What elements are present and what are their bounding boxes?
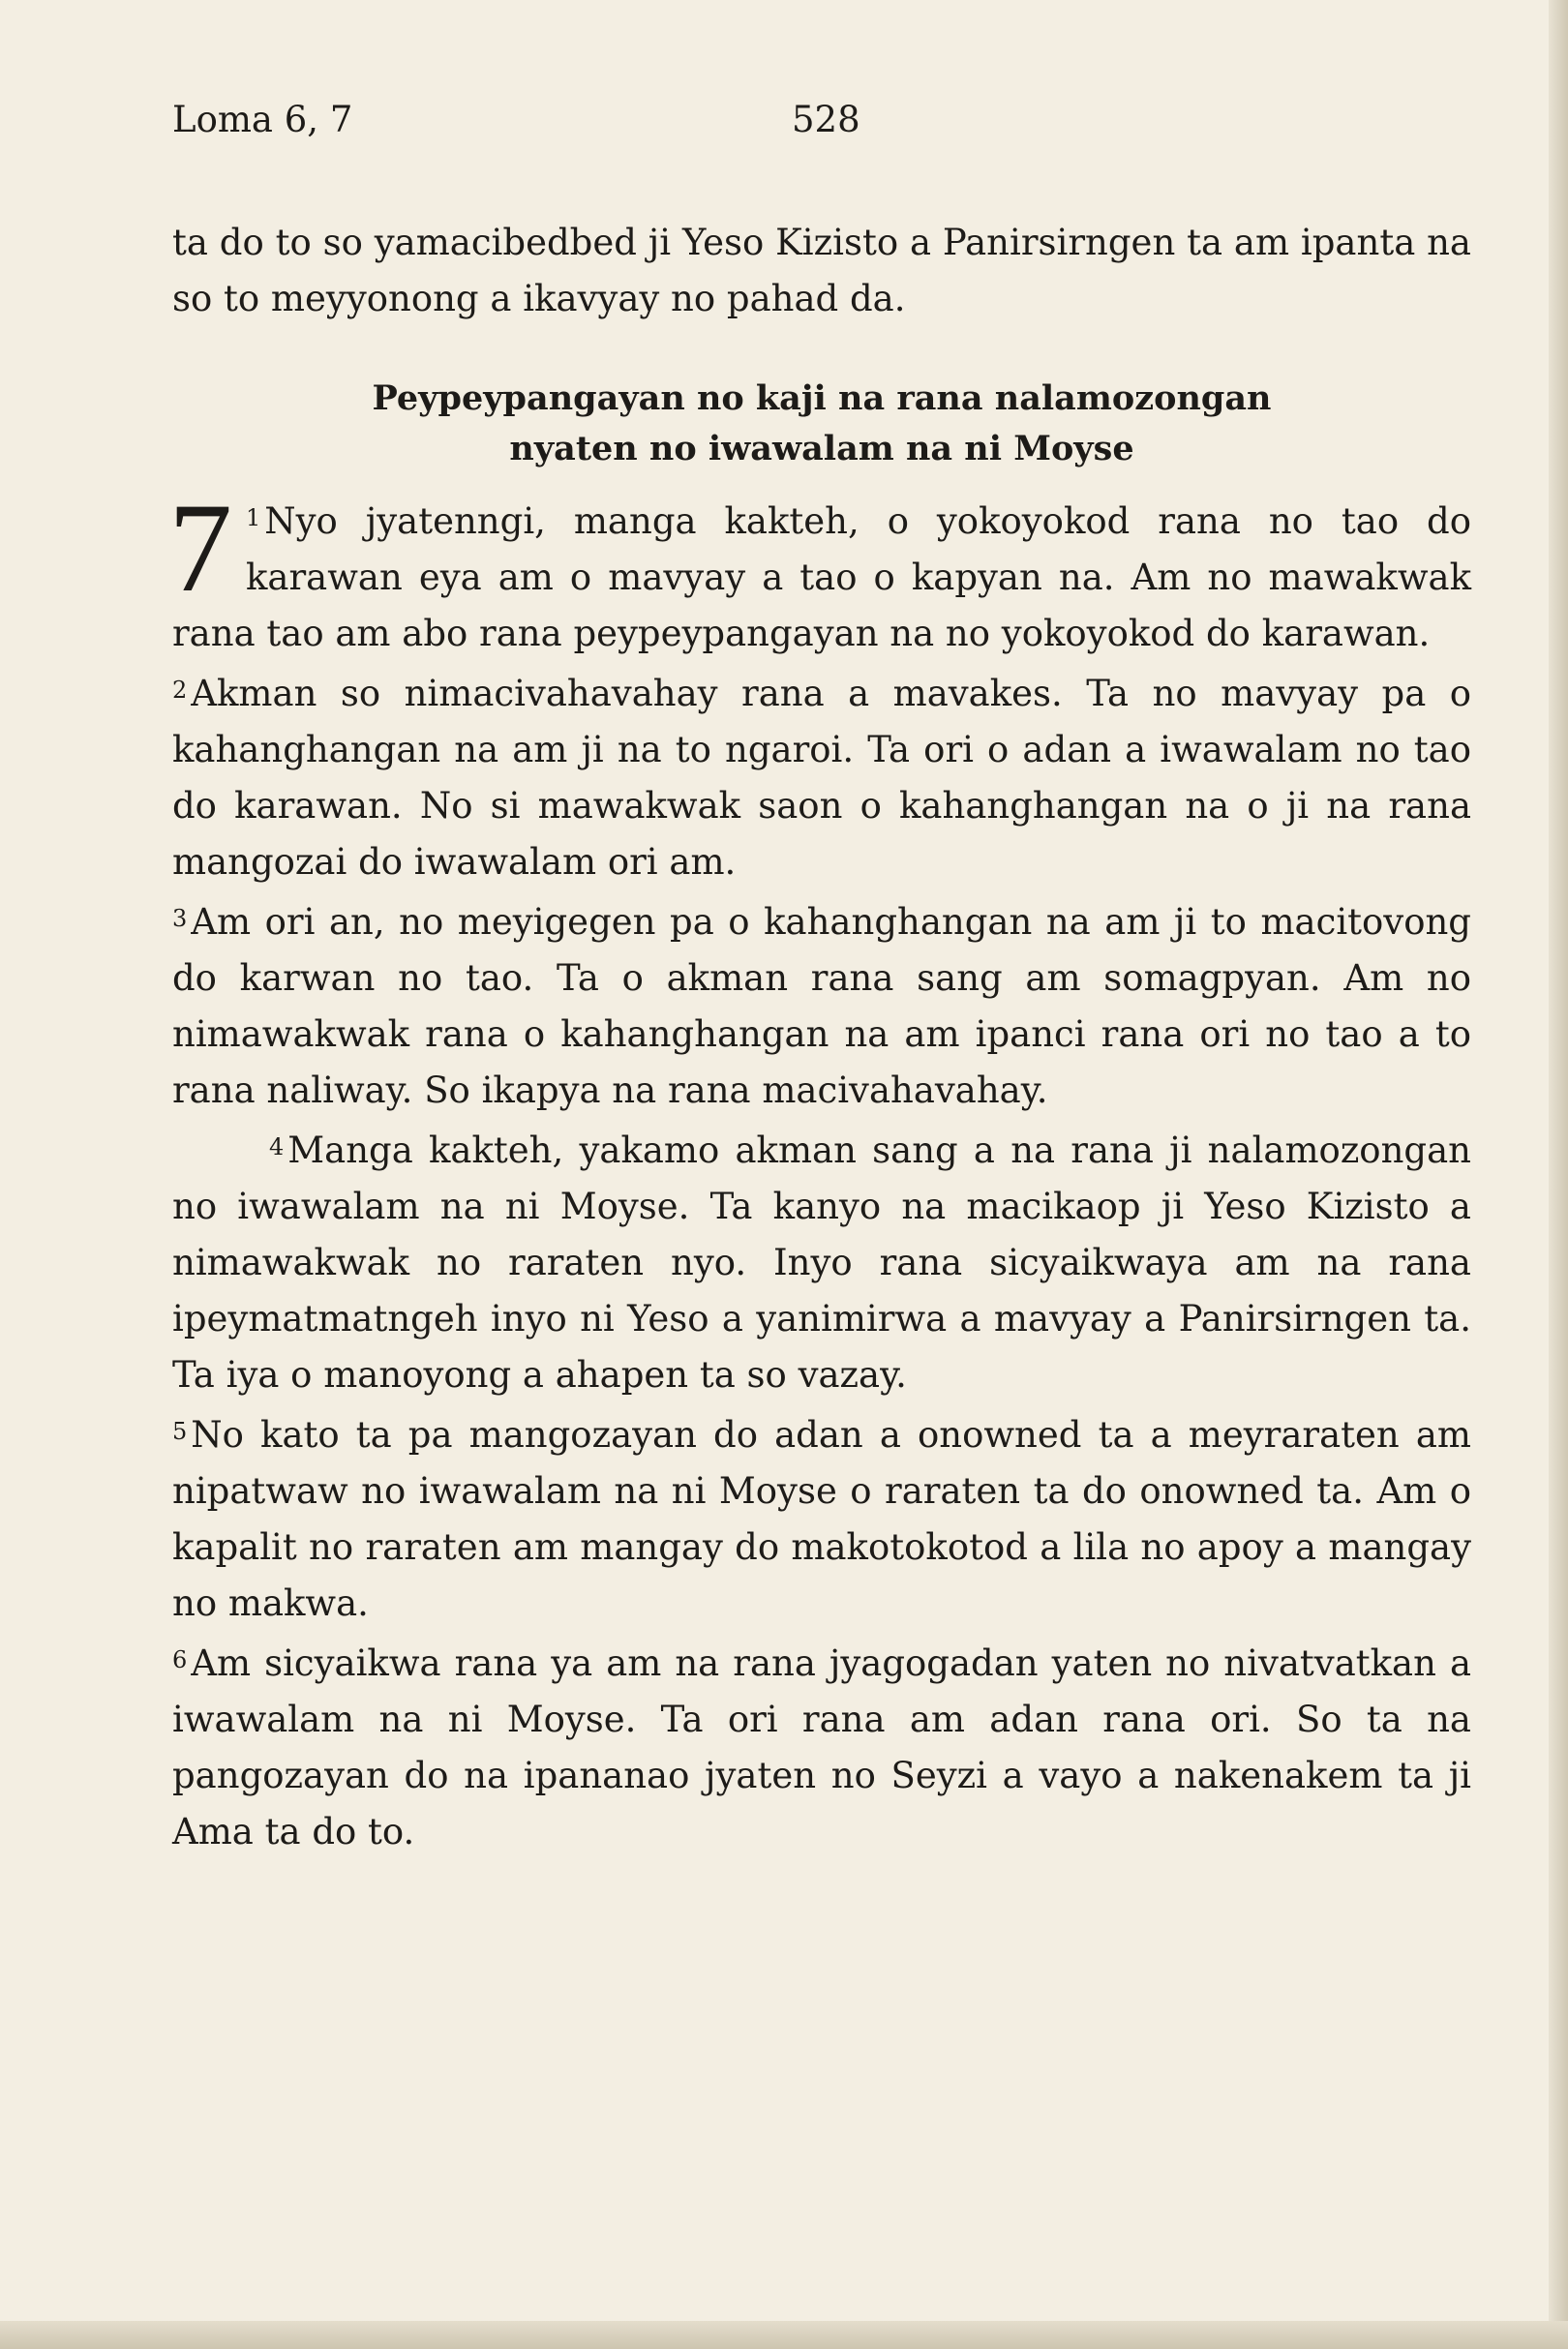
chapter-7 — [168, 476, 1471, 662]
section-heading — [172, 374, 1471, 474]
verse-number: 2 — [172, 677, 188, 704]
verse-3 — [172, 890, 1471, 1119]
verse-number: 4 — [269, 1133, 285, 1160]
section-heading-line-1: Peypeypangayan no kaji na rana nalamozongan — [372, 378, 1272, 418]
verse-number: 1 — [246, 504, 261, 531]
page-number: 528 — [792, 99, 860, 140]
continuation-paragraph: ta do to so yamacibedbed ji Yeso Kizisto a Panirsirngen ta am ipanta na so to meyyonong a ikavyay no pahad da. — [172, 222, 1471, 319]
running-head — [172, 99, 1471, 147]
verse-text: Nyo jyatenngi, manga kakteh, o yokoyokod rana no tao do karawan eya am o mavyay a tao o kapyan na. Am no mawakwak rana tao am abo rana peypeypangayan na no yokoyokod do karawan. — [172, 500, 1471, 654]
verse-text: Am ori an, no meyigegen pa o kahanghangan na am ji to macitovong do karwan no tao. Ta o akman rana sang am somagpyan. Am no nimawakwak rana o kahanghangan na am ipanci rana ori no tao a to rana naliway. So ikapya na rana macivahavahay. — [172, 901, 1471, 1111]
verse-text: Akman so nimacivahavahay rana a mavakes. Ta no mavyay pa o kahanghangan na am ji na to ngaroi. Ta ori o adan a iwawalam no tao do karawan. No si mawakwak saon o kahanghangan na o ji na rana mangozai do iwawalam ori am. — [172, 673, 1471, 883]
section-heading-line-2: nyaten no iwawalam na ni Moyse — [509, 429, 1134, 468]
verse-6 — [172, 1632, 1471, 1860]
verse-text: Manga kakteh, yakamo akman sang a na rana ji nalamozongan no iwawalam na ni Moyse. Ta kanyo na macikaop ji Yeso Kizisto a nimawakwak no raraten nyo. Inyo rana sicyaikwaya am na rana ipeymatmatngeh inyo ni Yeso a yanimirwa a mavyay a Panirsirngen ta. Ta iya o manoyong a ahapen ta so vazay. — [172, 1129, 1471, 1396]
verse-number: 6 — [172, 1646, 188, 1673]
page-binding-edge — [1549, 0, 1568, 2349]
verse-4 — [172, 1119, 1471, 1403]
page-bottom-edge — [0, 2321, 1568, 2349]
verse-1 — [172, 490, 1471, 662]
running-head-reference: Loma 6, 7 — [172, 99, 353, 140]
verse-2 — [172, 662, 1471, 890]
chapter-number: 7 — [168, 476, 232, 618]
body-text — [168, 215, 1471, 1860]
verse-text: Am sicyaikwa rana ya am na rana jyagogadan yaten no nivatvatkan a iwawalam na ni Moyse. Ta ori rana am adan rana ori. So ta na pangozayan do na ipananao jyaten no Seyzi a vayo a nakenakem ta ji Ama ta do to. — [172, 1642, 1471, 1852]
verse-number: 3 — [172, 905, 188, 932]
verse-5 — [172, 1403, 1471, 1632]
verse-number: 5 — [172, 1418, 188, 1445]
verse-text: No kato ta pa mangozayan do adan a onowned ta a meyraraten am nipatwaw no iwawalam na ni Moyse o raraten ta do onowned ta. Am o kapalit no raraten am mangay do makotokotod a lila no apoy a mangay no makwa. — [172, 1414, 1471, 1624]
